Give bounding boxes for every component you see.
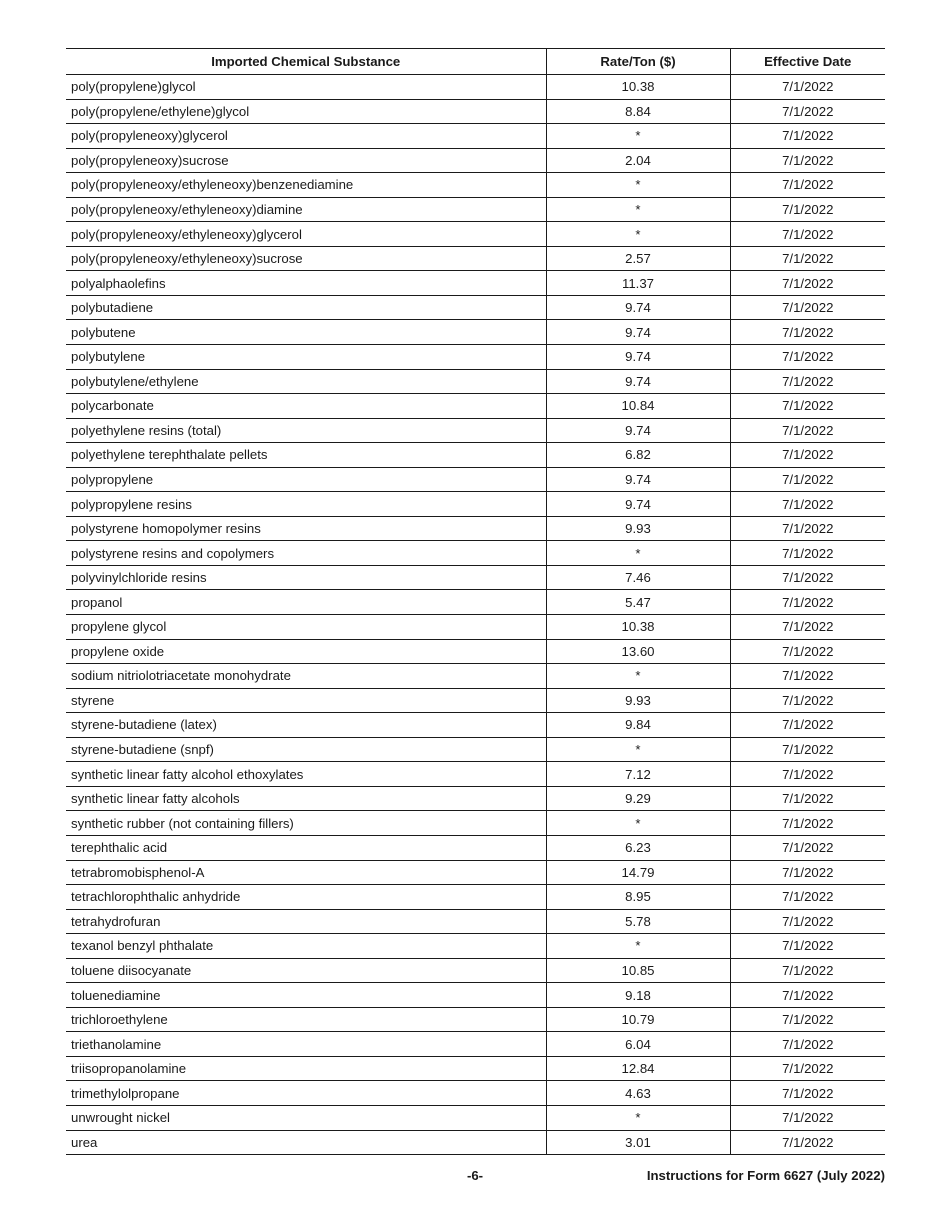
chemical-rate-table <box>66 48 885 1155</box>
table-row <box>66 1032 885 1057</box>
effective-date-cell: 7/1/2022 <box>730 885 885 910</box>
table-row <box>66 639 885 664</box>
effective-date-cell: 7/1/2022 <box>730 1105 885 1130</box>
rate-cell: 10.84 <box>546 394 730 419</box>
effective-date-cell: 7/1/2022 <box>730 565 885 590</box>
table-row <box>66 1007 885 1032</box>
substance-cell: texanol benzyl phthalate <box>66 934 546 959</box>
substance-cell: polyethylene terephthalate pellets <box>66 443 546 468</box>
rate-cell: * <box>546 124 730 149</box>
rate-cell: 13.60 <box>546 639 730 664</box>
rate-cell: * <box>546 1105 730 1130</box>
table-row <box>66 467 885 492</box>
substance-cell: polypropylene <box>66 467 546 492</box>
page-number: -6- <box>466 1168 484 1183</box>
effective-date-cell: 7/1/2022 <box>730 443 885 468</box>
effective-date-cell: 7/1/2022 <box>730 786 885 811</box>
table-row <box>66 934 885 959</box>
rate-cell: * <box>546 222 730 247</box>
rate-cell: * <box>546 664 730 689</box>
header-substance: Imported Chemical Substance <box>66 49 546 75</box>
table-row <box>66 246 885 271</box>
rate-cell: 9.74 <box>546 467 730 492</box>
substance-cell: poly(propyleneoxy/ethyleneoxy)glycerol <box>66 222 546 247</box>
effective-date-cell: 7/1/2022 <box>730 369 885 394</box>
effective-date-cell: 7/1/2022 <box>730 958 885 983</box>
effective-date-cell: 7/1/2022 <box>730 909 885 934</box>
rate-cell: 6.04 <box>546 1032 730 1057</box>
rate-cell: * <box>546 173 730 198</box>
table-row <box>66 983 885 1008</box>
rate-cell: 5.78 <box>546 909 730 934</box>
table-row <box>66 860 885 885</box>
substance-cell: triisopropanolamine <box>66 1056 546 1081</box>
substance-cell: styrene-butadiene (snpf) <box>66 737 546 762</box>
rate-cell: 9.74 <box>546 492 730 517</box>
effective-date-cell: 7/1/2022 <box>730 295 885 320</box>
rate-cell: 11.37 <box>546 271 730 296</box>
effective-date-cell: 7/1/2022 <box>730 345 885 370</box>
table-row <box>66 1056 885 1081</box>
substance-cell: trimethylolpropane <box>66 1081 546 1106</box>
substance-cell: tetrachlorophthalic anhydride <box>66 885 546 910</box>
effective-date-cell: 7/1/2022 <box>730 762 885 787</box>
rate-cell: 10.79 <box>546 1007 730 1032</box>
rate-cell: * <box>546 737 730 762</box>
table-row <box>66 885 885 910</box>
effective-date-cell: 7/1/2022 <box>730 467 885 492</box>
rate-cell: 9.74 <box>546 295 730 320</box>
effective-date-cell: 7/1/2022 <box>730 737 885 762</box>
effective-date-cell: 7/1/2022 <box>730 197 885 222</box>
table-row <box>66 369 885 394</box>
substance-cell: polycarbonate <box>66 394 546 419</box>
substance-cell: poly(propyleneoxy/ethyleneoxy)benzenediamine <box>66 173 546 198</box>
table-row <box>66 99 885 124</box>
rate-cell: 10.38 <box>546 615 730 640</box>
table-row <box>66 664 885 689</box>
table-row <box>66 1130 885 1155</box>
effective-date-cell: 7/1/2022 <box>730 1056 885 1081</box>
effective-date-cell: 7/1/2022 <box>730 615 885 640</box>
effective-date-cell: 7/1/2022 <box>730 516 885 541</box>
substance-cell: polystyrene homopolymer resins <box>66 516 546 541</box>
effective-date-cell: 7/1/2022 <box>730 418 885 443</box>
rate-cell: 9.93 <box>546 688 730 713</box>
table-row <box>66 173 885 198</box>
substance-cell: toluene diisocyanate <box>66 958 546 983</box>
table-row <box>66 835 885 860</box>
table-row <box>66 418 885 443</box>
table-row <box>66 762 885 787</box>
table-row <box>66 590 885 615</box>
substance-cell: urea <box>71 1134 98 1150</box>
substance-cell: polypropylene resins <box>66 492 546 517</box>
substance-cell: synthetic rubber (not containing fillers) <box>66 811 546 836</box>
effective-date-cell: 7/1/2022 <box>730 1007 885 1032</box>
effective-date-cell: 7/1/2022 <box>730 835 885 860</box>
substance-cell: propylene oxide <box>66 639 546 664</box>
table-body <box>66 75 885 1155</box>
effective-date-cell: 7/1/2022 <box>730 173 885 198</box>
effective-date-cell: 7/1/2022 <box>730 1032 885 1057</box>
table-row <box>66 345 885 370</box>
substance-cell: terephthalic acid <box>66 835 546 860</box>
substance-cell: sodium nitriolotriacetate monohydrate <box>66 664 546 689</box>
effective-date-cell: 7/1/2022 <box>730 222 885 247</box>
effective-date-cell: 7/1/2022 <box>730 394 885 419</box>
rate-cell: * <box>546 934 730 959</box>
table-row <box>66 909 885 934</box>
substance-cell: polybutene <box>66 320 546 345</box>
form-title: Instructions for Form 6627 (July 2022) <box>646 1168 885 1183</box>
table-row <box>66 615 885 640</box>
substance-cell: propylene glycol <box>66 615 546 640</box>
effective-date-cell: 7/1/2022 <box>730 688 885 713</box>
header-rate: Rate/Ton ($) <box>546 49 730 75</box>
effective-date-cell: 7/1/2022 <box>730 860 885 885</box>
table-row <box>66 737 885 762</box>
rate-cell: 6.23 <box>546 835 730 860</box>
table-header-row <box>66 49 885 75</box>
effective-date-cell: 7/1/2022 <box>730 811 885 836</box>
effective-date-cell: 7/1/2022 <box>730 713 885 738</box>
table-row <box>66 75 885 100</box>
table-row <box>66 811 885 836</box>
substance-cell: poly(propyleneoxy/ethyleneoxy)diamine <box>66 197 546 222</box>
table-row <box>66 786 885 811</box>
rate-cell: 12.84 <box>546 1056 730 1081</box>
rate-cell: 4.63 <box>546 1081 730 1106</box>
substance-cell: synthetic linear fatty alcohol ethoxylates <box>66 762 546 787</box>
effective-date-cell: 7/1/2022 <box>730 639 885 664</box>
rate-cell: * <box>546 197 730 222</box>
rate-cell: 9.74 <box>546 320 730 345</box>
table-row <box>66 394 885 419</box>
substance-cell: styrene <box>66 688 546 713</box>
effective-date-cell: 7/1/2022 <box>730 75 885 100</box>
substance-cell: tetrabromobisphenol-A <box>66 860 546 885</box>
table-row <box>66 222 885 247</box>
effective-date-cell: 7/1/2022 <box>730 320 885 345</box>
table-row <box>66 492 885 517</box>
substance-cell: styrene-butadiene (latex) <box>66 713 546 738</box>
effective-date-cell: 7/1/2022 <box>730 934 885 959</box>
substance-cell: synthetic linear fatty alcohols <box>66 786 546 811</box>
substance-cell: polyvinylchloride resins <box>66 565 546 590</box>
table-row <box>66 320 885 345</box>
substance-cell: polystyrene resins and copolymers <box>66 541 546 566</box>
substance-cell: trichloroethylene <box>66 1007 546 1032</box>
rate-cell: 8.95 <box>546 885 730 910</box>
substance-cell: polybutylene/ethylene <box>66 369 546 394</box>
rate-cell: 9.93 <box>546 516 730 541</box>
rate-cell: 9.84 <box>546 713 730 738</box>
rate-cell: 5.47 <box>546 590 730 615</box>
table-row <box>66 541 885 566</box>
table-row <box>66 443 885 468</box>
effective-date-cell: 7/1/2022 <box>730 492 885 517</box>
effective-date-cell: 7/1/2022 <box>730 541 885 566</box>
substance-cell: poly(propyleneoxy)glycerol <box>66 124 546 149</box>
header-effective-date: Effective Date <box>730 49 885 75</box>
substance-cell: tetrahydrofuran <box>66 909 546 934</box>
rate-cell: 2.57 <box>546 246 730 271</box>
table-row <box>66 516 885 541</box>
rate-cell: 7.46 <box>546 565 730 590</box>
substance-cell: triethanolamine <box>66 1032 546 1057</box>
rate-cell: 9.18 <box>546 983 730 1008</box>
rate-cell: 9.74 <box>546 345 730 370</box>
effective-date-cell: 7/1/2022 <box>730 124 885 149</box>
substance-cell: polyethylene resins (total) <box>66 418 546 443</box>
rate-cell: * <box>546 541 730 566</box>
substance-cell: poly(propylene/ethylene)glycol <box>66 99 546 124</box>
rate-cell: 14.79 <box>546 860 730 885</box>
table-row <box>66 148 885 173</box>
table-row <box>66 688 885 713</box>
table-row <box>66 197 885 222</box>
table-row <box>66 1081 885 1106</box>
effective-date-cell: 7/1/2022 <box>730 271 885 296</box>
effective-date-cell: 7/1/2022 <box>730 1081 885 1106</box>
rate-cell: 10.85 <box>546 958 730 983</box>
effective-date-cell: 7/1/2022 <box>730 983 885 1008</box>
effective-date-cell: 7/1/2022 <box>730 664 885 689</box>
rate-cell: * <box>546 811 730 836</box>
table-row <box>66 271 885 296</box>
rate-cell: 2.04 <box>546 148 730 173</box>
table-row <box>66 295 885 320</box>
substance-cell: poly(propylene)glycol <box>66 75 546 100</box>
effective-date-cell: 7/1/2022 <box>730 148 885 173</box>
substance-cell: unwrought nickel <box>66 1105 546 1130</box>
table-row <box>66 713 885 738</box>
table-row <box>66 124 885 149</box>
substance-cell: polyalphaolefins <box>66 271 546 296</box>
substance-cell: propanol <box>66 590 546 615</box>
substance-cell: poly(propyleneoxy)sucrose <box>66 148 546 173</box>
table-row <box>66 958 885 983</box>
rate-cell: 9.74 <box>546 369 730 394</box>
rate-cell: 6.82 <box>546 443 730 468</box>
effective-date-cell: 7/1/2022 <box>730 1130 885 1155</box>
substance-cell: toluenediamine <box>66 983 546 1008</box>
substance-cell: polybutadiene <box>66 295 546 320</box>
rate-cell: 10.38 <box>546 75 730 100</box>
rate-cell: 8.84 <box>546 99 730 124</box>
substance-cell: polybutylene <box>66 345 546 370</box>
table-row <box>66 565 885 590</box>
rate-cell: 7.12 <box>546 762 730 787</box>
effective-date-cell: 7/1/2022 <box>730 246 885 271</box>
rate-cell: 9.74 <box>546 418 730 443</box>
effective-date-cell: 7/1/2022 <box>730 99 885 124</box>
table-row <box>66 1105 885 1130</box>
substance-cell: poly(propyleneoxy/ethyleneoxy)sucrose <box>66 246 546 271</box>
rate-cell: 9.29 <box>546 786 730 811</box>
rate-cell: 3.01 <box>546 1130 730 1155</box>
effective-date-cell: 7/1/2022 <box>730 590 885 615</box>
